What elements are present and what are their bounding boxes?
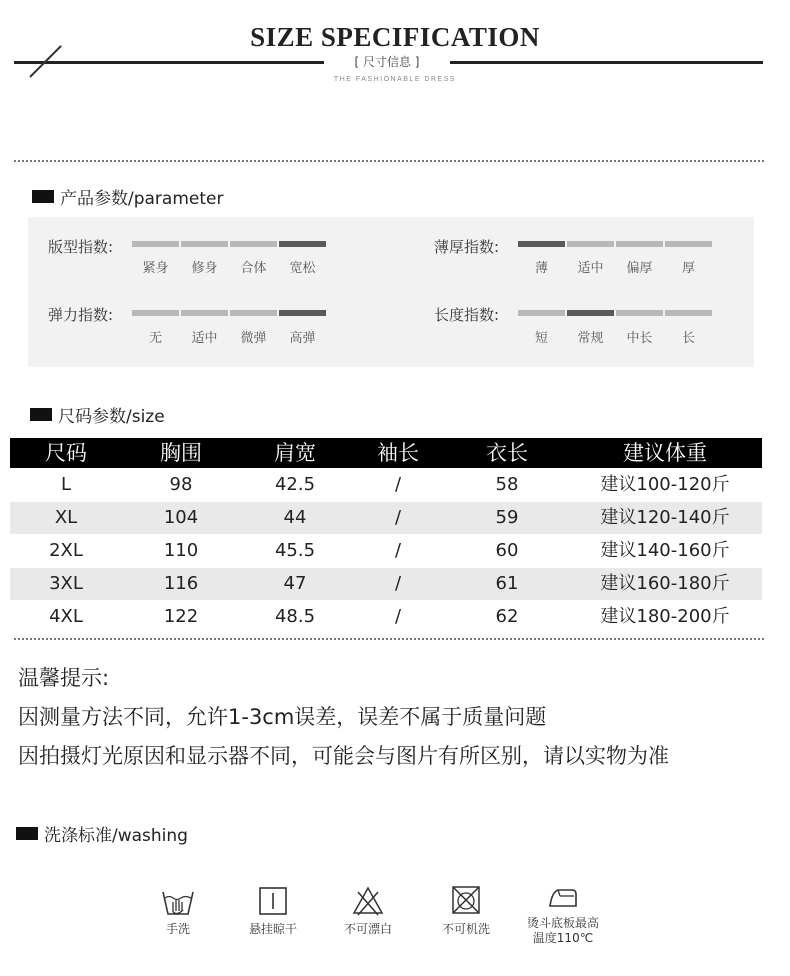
cell: 116: [163, 573, 199, 594]
washing-heading-text: 洗涤标准/washing: [44, 826, 188, 846]
table-row: [10, 502, 762, 534]
param-seg: [518, 310, 565, 316]
wash-item: [148, 886, 208, 937]
hand-wash-icon: [161, 886, 195, 918]
wash-label: 悬挂晾干: [248, 922, 297, 936]
size-heading: [30, 402, 165, 427]
size-heading-text: 尺码参数/size: [58, 407, 165, 427]
cell: 110: [163, 540, 199, 561]
cell: XL: [54, 507, 78, 528]
param-option: 常规: [577, 331, 604, 346]
column-header: 袖长: [377, 441, 419, 465]
param-label-fit: 版型指数:: [48, 238, 114, 256]
cell: 104: [163, 507, 199, 528]
cell: 61: [495, 573, 519, 594]
cell: 98: [169, 474, 193, 495]
param-option: 合体: [240, 261, 267, 276]
cell: L: [60, 474, 72, 495]
param-option: 偏厚: [626, 261, 653, 276]
param-options-stretch: [132, 327, 326, 346]
param-seg: [132, 310, 179, 316]
cell: /: [394, 474, 402, 495]
param-seg: [616, 241, 663, 247]
param-seg: [230, 310, 277, 316]
cell: 42.5: [274, 474, 316, 495]
cell: 122: [163, 606, 199, 627]
table-row: [10, 469, 762, 501]
cell: 48.5: [274, 606, 316, 627]
param-seg-selected: [567, 310, 614, 316]
param-seg-selected: [279, 310, 326, 316]
heading-square-icon: [30, 408, 52, 421]
column-header: 尺码: [45, 441, 87, 465]
param-seg: [616, 310, 663, 316]
param-option: 宽松: [289, 261, 316, 276]
param-options-fit: [132, 257, 326, 276]
column-header: 衣长: [486, 441, 528, 465]
param-label-thickness: 薄厚指数:: [434, 238, 500, 256]
param-label-length: 长度指数:: [434, 306, 500, 324]
param-option: 适中: [191, 331, 218, 346]
param-bar-thickness: [518, 241, 712, 247]
notes-title: 温馨提示:: [18, 666, 110, 690]
cell: 3XL: [49, 573, 83, 594]
header-rule-right: [450, 61, 763, 64]
cell: 44: [283, 507, 307, 528]
cell: /: [394, 507, 402, 528]
param-seg: [132, 241, 179, 247]
param-options-thickness: [518, 257, 712, 276]
header-rule-left: [14, 61, 324, 64]
param-option: 薄: [534, 261, 548, 276]
table-row: [10, 535, 762, 567]
parameter-heading: [32, 184, 223, 209]
param-bar-fit: [132, 241, 326, 247]
wash-item: [436, 884, 496, 937]
param-bar-length: [518, 310, 712, 316]
param-bar-stretch: [132, 310, 326, 316]
hang-dry-icon: [258, 886, 288, 916]
table-row: [10, 568, 762, 600]
cell: 60: [495, 540, 519, 561]
wash-item: [243, 886, 303, 937]
page-tagline: THE FASHIONABLE DRESS: [333, 76, 457, 83]
param-seg: [181, 310, 228, 316]
notes-line: 因测量方法不同，允许1-3cm误差，误差不属于质量问题: [18, 705, 547, 729]
column-header: 肩宽: [274, 441, 316, 465]
notes-line: 因拍摄灯光原因和显示器不同，可能会与图片有所区别，请以实物为准: [18, 744, 669, 768]
column-header: 建议体重: [623, 441, 707, 465]
cell: 建议120-140斤: [600, 507, 730, 528]
param-option: 高弹: [289, 331, 316, 346]
no-bleach-icon: [352, 886, 384, 916]
param-option: 无: [148, 331, 162, 346]
cell: 58: [495, 474, 519, 495]
wash-label: 烫斗底板最高: [526, 916, 599, 930]
cell: 47: [283, 573, 307, 594]
iron-icon: [546, 886, 580, 912]
param-option: 微弹: [240, 331, 267, 346]
no-machine-wash-icon: [450, 884, 482, 916]
cell: 建议100-120斤: [600, 474, 730, 495]
cell: 4XL: [49, 606, 83, 627]
divider: [14, 160, 764, 162]
washing-heading: [16, 821, 188, 846]
param-seg: [181, 241, 228, 247]
wash-item: [518, 886, 608, 946]
param-option: 修身: [191, 261, 218, 276]
column-header: 胸围: [160, 441, 202, 465]
cell: 建议160-180斤: [600, 573, 730, 594]
param-option: 紧身: [142, 261, 169, 276]
wash-label: 温度110℃: [532, 931, 594, 945]
param-option: 适中: [577, 261, 604, 276]
cell: /: [394, 540, 402, 561]
cell: 2XL: [49, 540, 83, 561]
page-title: SIZE SPECIFICATION: [250, 22, 540, 52]
param-label-stretch: 弹力指数:: [48, 306, 114, 324]
param-seg-selected: [518, 241, 565, 247]
param-seg-selected: [279, 241, 326, 247]
wash-label: 手洗: [165, 922, 190, 936]
cell: /: [394, 606, 402, 627]
page-subtitle: [ 尺寸信息 ]: [354, 55, 420, 69]
wash-label: 不可漂白: [343, 922, 392, 936]
param-seg: [665, 241, 712, 247]
heading-square-icon: [16, 827, 38, 840]
cell: 建议140-160斤: [600, 540, 730, 561]
param-option: 短: [534, 331, 548, 346]
param-option: 中长: [626, 331, 653, 346]
wash-item: [338, 886, 398, 937]
size-table-header: [10, 438, 762, 468]
cell: 45.5: [274, 540, 316, 561]
param-option: 厚: [681, 261, 695, 276]
cell: 建议180-200斤: [600, 606, 730, 627]
cell: /: [394, 573, 402, 594]
cell: 62: [495, 606, 519, 627]
param-options-length: [518, 327, 712, 346]
param-option: 长: [681, 331, 695, 346]
param-seg: [567, 241, 614, 247]
divider: [14, 638, 764, 640]
parameter-heading-text: 产品参数/parameter: [60, 189, 224, 209]
wash-label: 不可机洗: [441, 922, 490, 936]
param-seg: [665, 310, 712, 316]
table-row: [10, 601, 762, 633]
heading-square-icon: [32, 190, 54, 203]
cell: 59: [495, 507, 519, 528]
param-seg: [230, 241, 277, 247]
